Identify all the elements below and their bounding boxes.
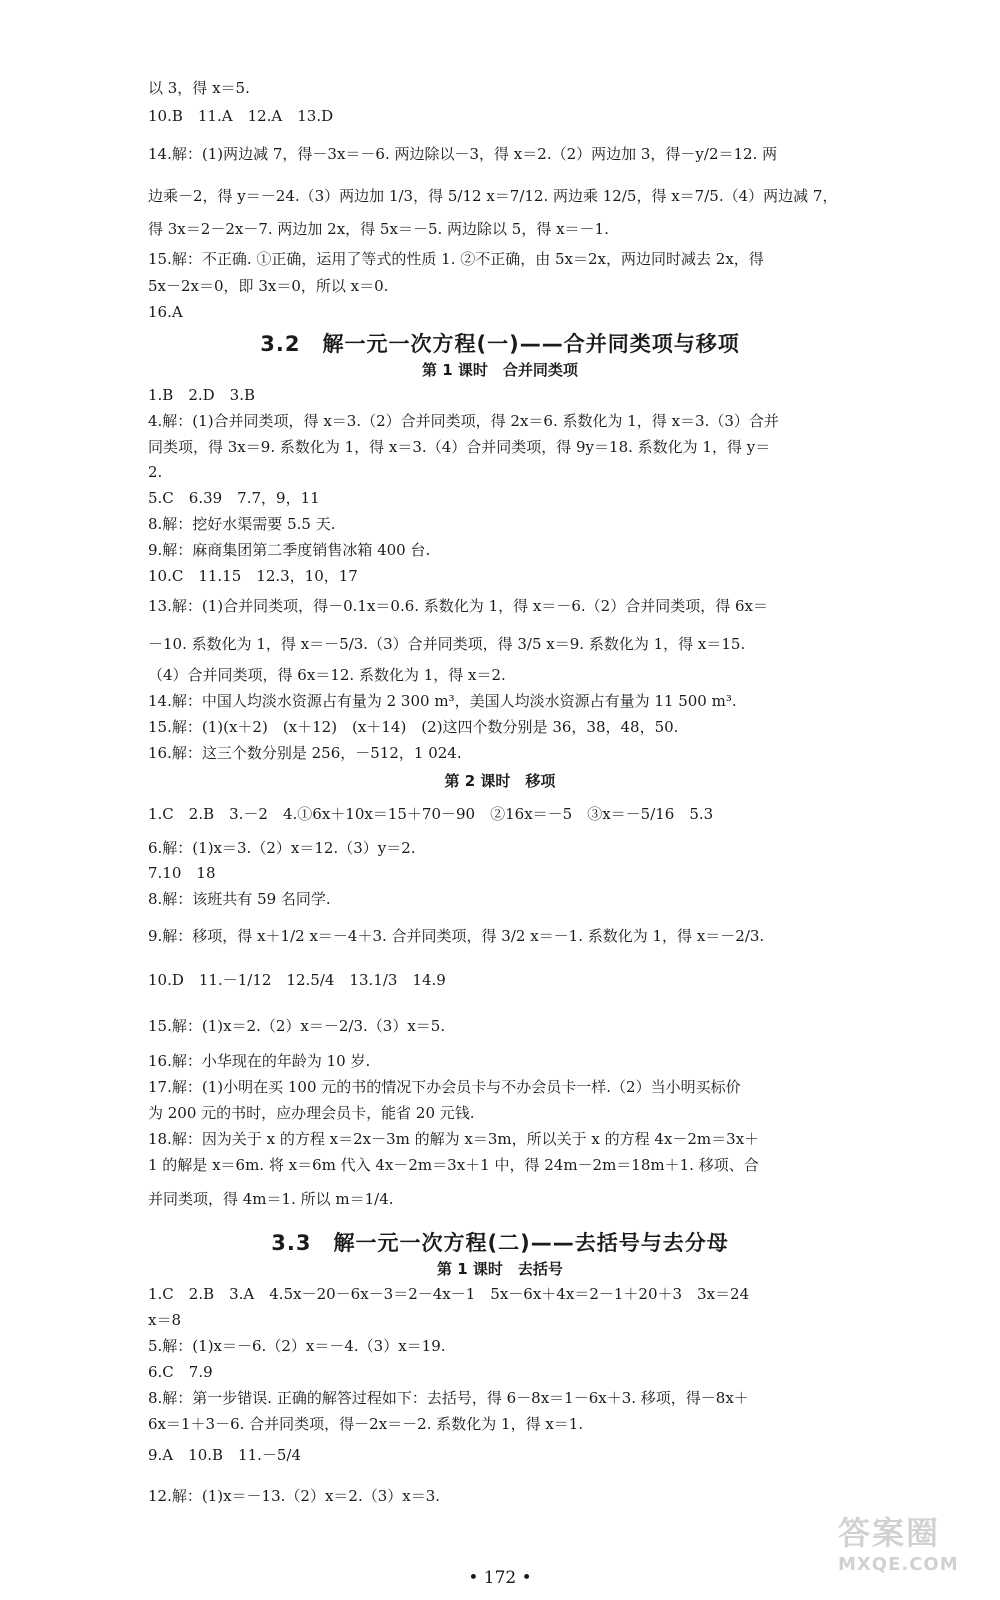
answer-line: 10.B 11.A 12.A 13.D — [148, 107, 334, 125]
page-number: • 172 • — [468, 1568, 532, 1588]
answer-line: 6x＝1＋3－6. 合并同类项，得－2x＝－2. 系数化为 1，得 x＝1. — [148, 1415, 584, 1433]
answer-line: 1 的解是 x＝6m. 将 x＝6m 代入 4x－2m＝3x＋1 中，得 24m－2m＝18m＋1. 移项、合 — [148, 1156, 759, 1174]
answer-line: 6.解：(1)x＝3.（2）x＝12.（3）y＝2. — [148, 839, 416, 857]
watermark-url: MXQE.COM — [838, 1554, 959, 1575]
answer-line: 1.B 2.D 3.B — [148, 386, 256, 404]
section-title: 3.3 解一元一次方程(二)——去括号与去分母 — [271, 1231, 729, 1255]
section-title: 3.2 解一元一次方程(一)——合并同类项与移项 — [260, 332, 740, 356]
answer-line: 18.解：因为关于 x 的方程 x＝2x－3m 的解为 x＝3m，所以关于 x 的方程 4x－2m＝3x＋ — [148, 1130, 760, 1148]
answer-line: 12.解：(1)x＝－13.（2）x＝2.（3）x＝3. — [148, 1487, 441, 1505]
answer-line: 10.D 11.－1/12 12.5/4 13.1/3 14.9 — [148, 971, 446, 989]
answer-line: 14.解：中国人均淡水资源占有量为 2 300 m³，美国人均淡水资源占有量为 11 500 m³. — [148, 692, 737, 710]
watermark-logo — [838, 1508, 978, 1575]
lesson-title: 第 1 课时 合并同类项 — [422, 361, 578, 379]
answer-line: 5.C 6.39 7.7，9，11 — [148, 489, 320, 507]
answer-line: 9.解：麻商集团第二季度销售冰箱 400 台. — [148, 541, 431, 559]
answer-line: －10. 系数化为 1，得 x＝－5/3.（3）合并同类项，得 3/5 x＝9. 系数化为 1，得 x＝15. — [148, 635, 746, 653]
answer-line: 15.解：(1)x＝2.（2）x＝－2/3.（3）x＝5. — [148, 1017, 446, 1035]
answer-line: 6.C 7.9 — [148, 1363, 213, 1381]
answer-line: 以 3，得 x＝5. — [148, 79, 250, 97]
lesson-title: 第 2 课时 移项 — [444, 772, 556, 790]
answer-line: 16.解：这三个数分别是 256，－512，1 024. — [148, 744, 462, 762]
answer-line: 7.10 18 — [148, 864, 216, 882]
answer-line: 8.解：挖好水渠需要 5.5 天. — [148, 515, 336, 533]
answer-line: 15.解：(1)(x＋2) (x＋12) (x＋14) (2)这四个数分别是 36，38，48，50. — [148, 718, 679, 736]
answer-line: 4.解：(1)合并同类项，得 x＝3.（2）合并同类项，得 2x＝6. 系数化为 1，得 x＝3.（3）合并 — [148, 412, 779, 430]
answer-line: 同类项，得 3x＝9. 系数化为 1，得 x＝3.（4）合并同类项，得 9y＝18. 系数化为 1，得 y＝ — [148, 438, 771, 456]
lesson-title: 第 1 课时 去括号 — [437, 1260, 563, 1278]
answer-line: 8.解：该班共有 59 名同学. — [148, 890, 331, 908]
answer-line: 14.解：(1)两边减 7，得－3x＝－6. 两边除以－3，得 x＝2.（2）两边加 3，得－y/2＝12. 两 — [148, 145, 778, 163]
answer-line: 5.解：(1)x＝－6.（2）x＝－4.（3）x＝19. — [148, 1337, 446, 1355]
answer-line: 9.A 10.B 11.－5/4 — [148, 1446, 302, 1464]
answer-line: 得 3x＝2－2x－7. 两边加 2x，得 5x＝－5. 两边除以 5，得 x＝－1. — [148, 220, 609, 238]
answer-line: 16.解：小华现在的年龄为 10 岁. — [148, 1052, 371, 1070]
answer-line: 17.解：(1)小明在买 100 元的书的情况下办会员卡与不办会员卡一样.（2）当小明买标价 — [148, 1078, 741, 1096]
answer-line: 边乘－2，得 y＝－24.（3）两边加 1/3，得 5/12 x＝7/12. 两边乘 12/5，得 x＝7/5.（4）两边减 7， — [148, 187, 838, 205]
answer-line: 8.解：第一步错误. 正确的解答过程如下：去括号，得 6－8x＝1－6x＋3. 移项，得－8x＋ — [148, 1389, 749, 1407]
answer-line: 1.C 2.B 3.－2 4.①6x＋10x＝15＋70－90 ②16x＝－5 ③x＝－5/16 5.3 — [148, 805, 714, 823]
answer-line: 15.解：不正确. ①正确，运用了等式的性质 1. ②不正确，由 5x＝2x，两边同时减去 2x，得 — [148, 250, 764, 268]
answer-line: （4）合并同类项，得 6x＝12. 系数化为 1，得 x＝2. — [148, 666, 506, 684]
answer-line: 为 200 元的书时，应办理会员卡，能省 20 元钱. — [148, 1104, 475, 1122]
answer-line: 13.解：(1)合并同类项，得－0.1x＝0.6. 系数化为 1，得 x＝－6.（2）合并同类项，得 6x＝ — [148, 597, 768, 615]
answer-line: 10.C 11.15 12.3，10，17 — [148, 567, 358, 585]
answer-line: x＝8 — [148, 1311, 182, 1329]
answer-line: 并同类项，得 4m＝1. 所以 m＝1/4. — [148, 1190, 394, 1208]
answer-line: 2. — [148, 463, 163, 481]
watermark-text: 答案圈 — [838, 1514, 941, 1552]
answer-line: 5x－2x＝0，即 3x＝0，所以 x＝0. — [148, 277, 389, 295]
answer-line: 1.C 2.B 3.A 4.5x－20－6x－3＝2－4x－1 5x－6x＋4x＝2－1＋20＋3 3x＝24 — [148, 1285, 750, 1303]
answer-line: 9.解：移项，得 x＋1/2 x＝－4＋3. 合并同类项，得 3/2 x＝－1. 系数化为 1，得 x＝－2/3. — [148, 927, 765, 945]
answer-line: 16.A — [148, 303, 183, 321]
